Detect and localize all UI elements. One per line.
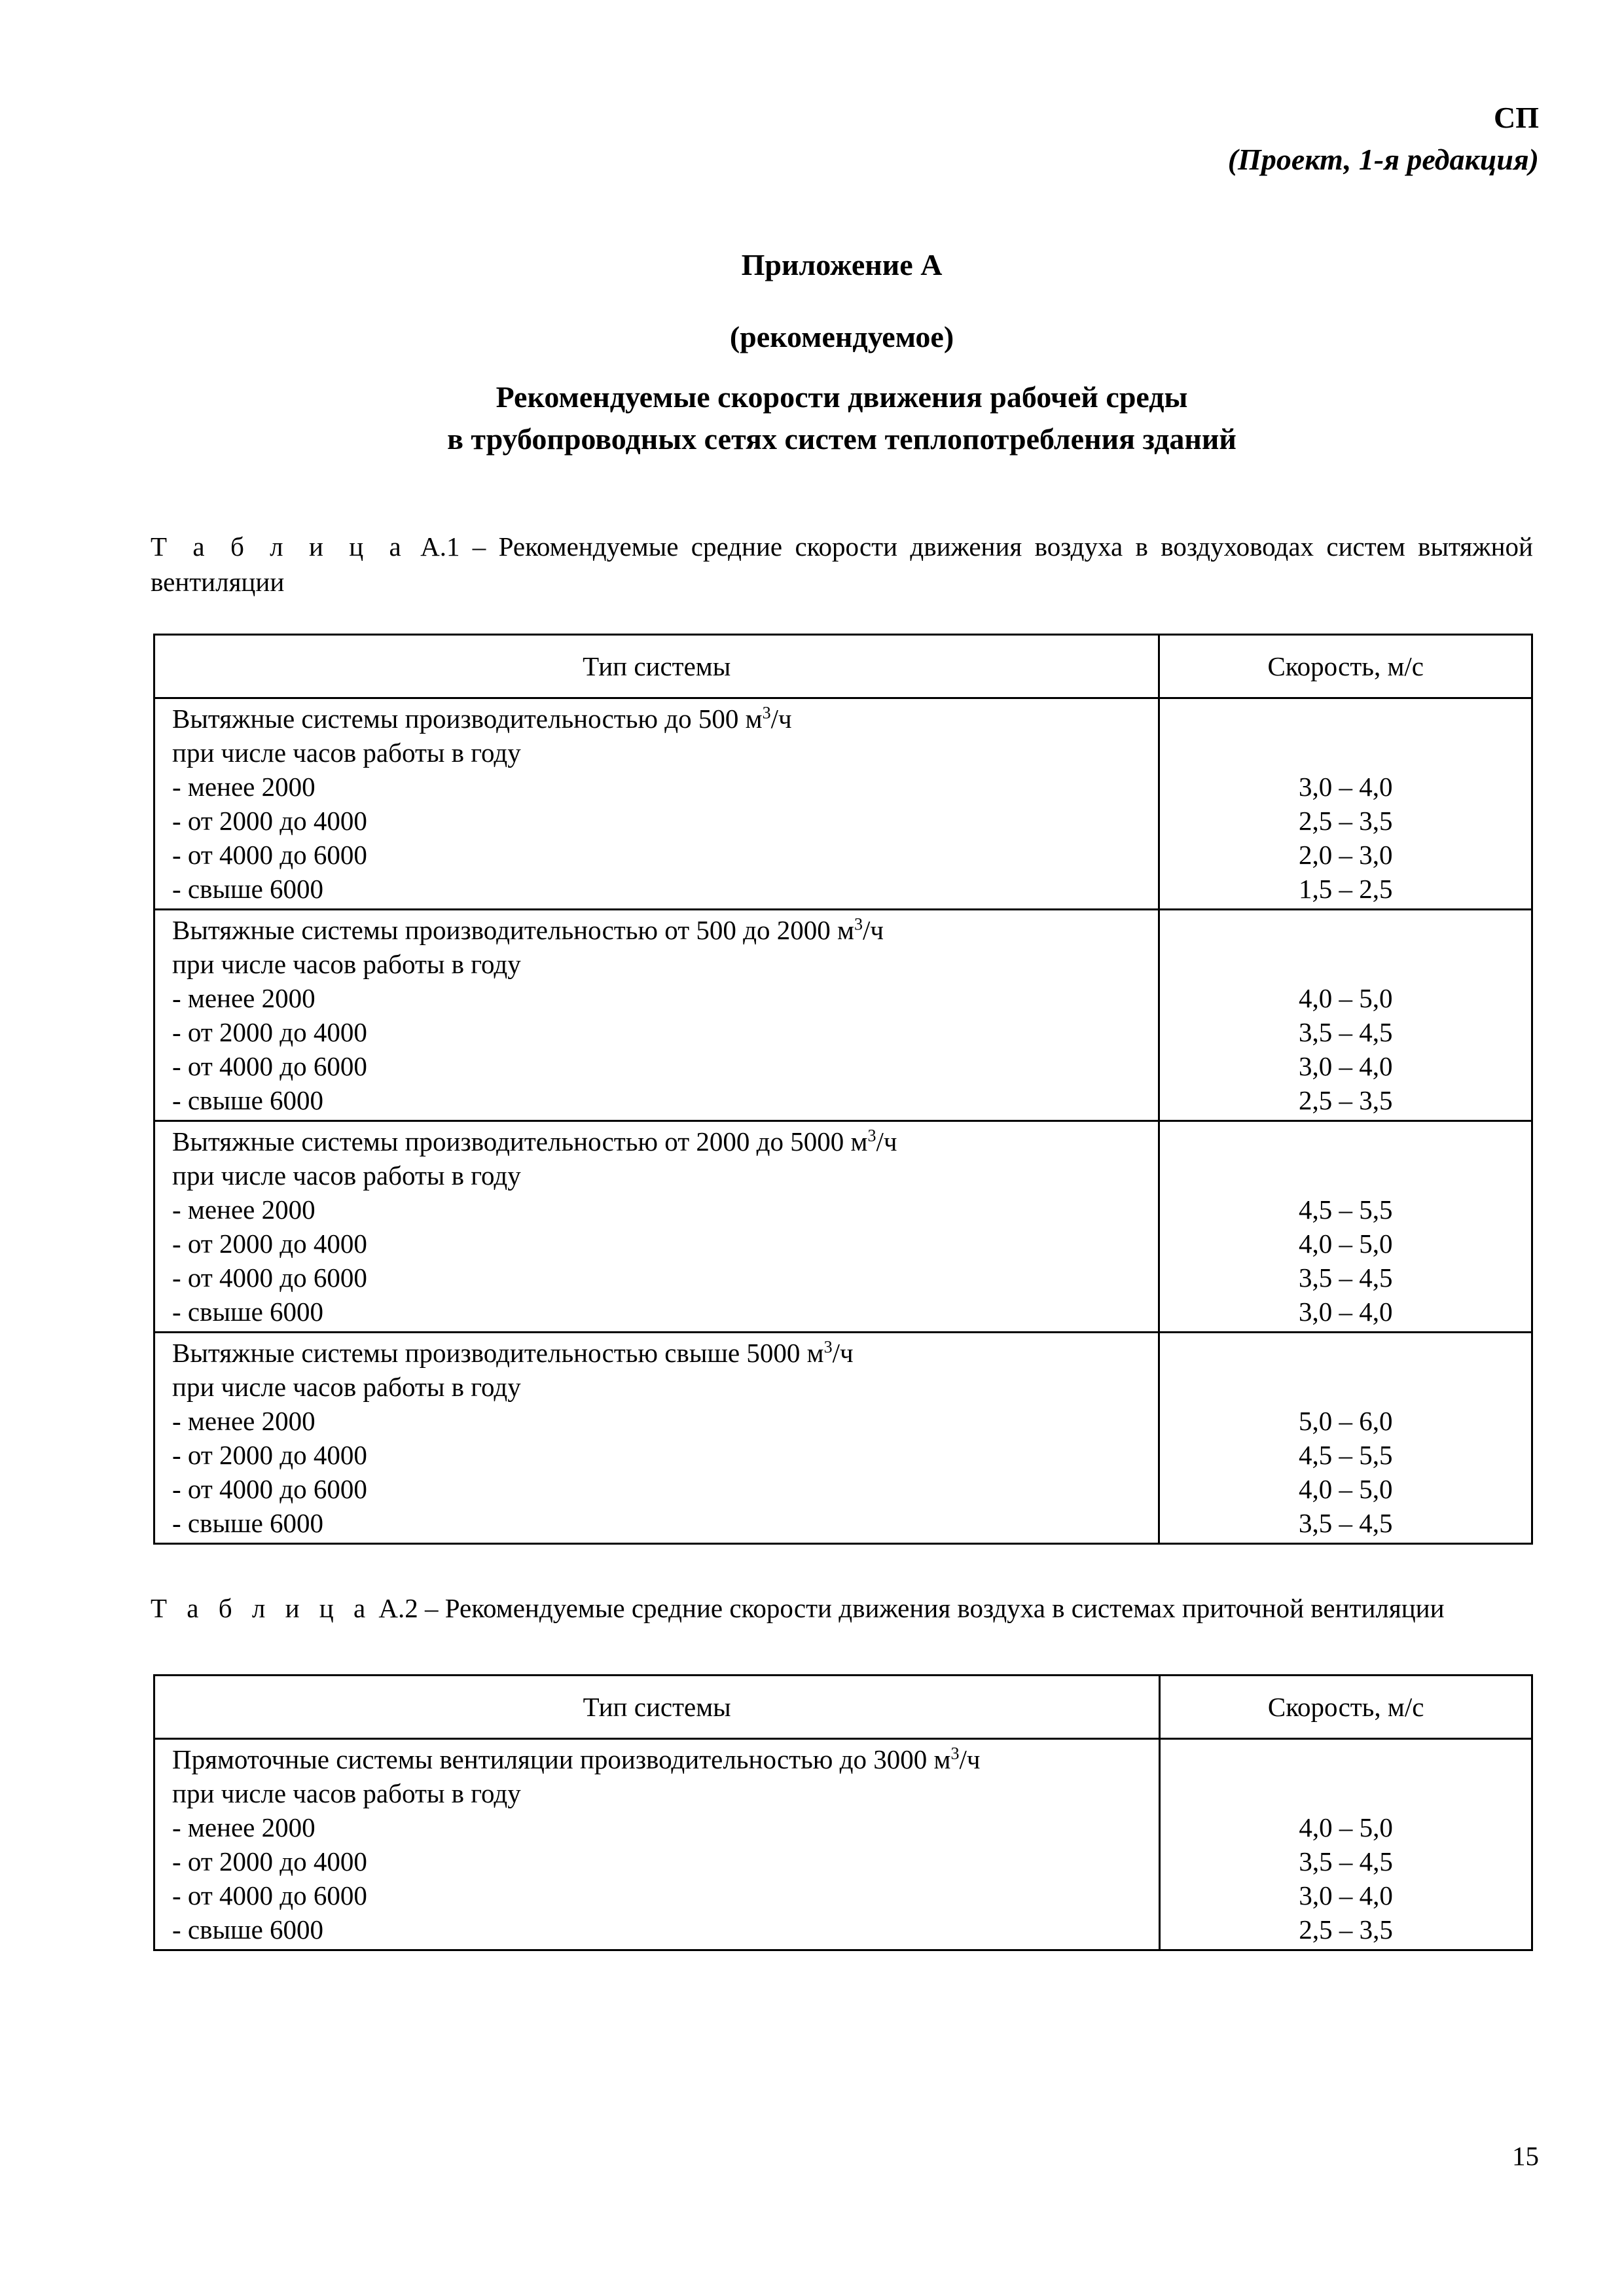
speed-value: 4,0 – 5,0	[1298, 1229, 1393, 1259]
table-1	[153, 634, 1533, 1545]
table-2-caption-prefix: Т а б л и ц а	[151, 1593, 372, 1623]
speed-value: 3,0 – 4,0	[1298, 772, 1393, 802]
page-number: 15	[1512, 2141, 1539, 2171]
hours-range-label: - от 4000 до 6000	[172, 840, 367, 870]
table-header-row	[154, 1676, 1532, 1739]
speed-value: 4,5 – 5,5	[1298, 1194, 1393, 1225]
speed-value: 4,0 – 5,0	[1298, 983, 1393, 1013]
annex-heading-line-2: в трубопроводных сетях систем теплопотребления зданий	[447, 422, 1236, 456]
system-type-cell	[154, 910, 1159, 1121]
system-type-cell	[154, 698, 1159, 910]
table-2	[153, 1674, 1533, 1951]
speed-value: 4,0 – 5,0	[1298, 1474, 1393, 1504]
hours-range-label: - свыше 6000	[172, 1508, 324, 1538]
speed-value: 3,0 – 4,0	[1298, 1051, 1393, 1081]
hours-range-label: - менее 2000	[172, 1812, 316, 1842]
speed-value: 3,5 – 4,5	[1298, 1508, 1393, 1538]
system-type-subheading: при числе часов работы в году	[172, 1160, 521, 1191]
document-edition: (Проект, 1-я редакция)	[1227, 143, 1539, 176]
hours-range-label: - менее 2000	[172, 1194, 316, 1225]
speed-value: 3,0 – 4,0	[1298, 1297, 1393, 1327]
table-1-caption	[151, 529, 1533, 600]
column-header-speed: Скорость, м/с	[1160, 1676, 1532, 1739]
system-type-cell	[154, 1739, 1160, 1950]
hours-range-label: - от 2000 до 4000	[172, 806, 367, 836]
speed-value: 1,5 – 2,5	[1298, 874, 1393, 904]
hours-range-label: - от 2000 до 4000	[172, 1440, 367, 1470]
system-type-subheading: при числе часов работы в году	[172, 1778, 521, 1808]
speed-value: 2,5 – 3,5	[1298, 806, 1393, 836]
hours-range-label: - менее 2000	[172, 772, 316, 802]
annex-heading-line-1: Рекомендуемые скорости движения рабочей среды	[496, 380, 1188, 414]
system-type-heading: Вытяжные системы производительностью до 500 $м^3/ч$	[172, 703, 792, 734]
speed-value: 3,5 – 4,5	[1298, 1263, 1393, 1293]
hours-range-label: - менее 2000	[172, 983, 316, 1013]
hours-range-label: - от 2000 до 4000	[172, 1017, 367, 1047]
system-type-cell	[154, 1333, 1159, 1544]
system-type-heading: Вытяжные системы производительностью свыше 5000 $м^3/ч$	[172, 1337, 854, 1368]
system-type-subheading: при числе часов работы в году	[172, 1372, 521, 1402]
table-row	[154, 1739, 1532, 1950]
system-type-heading: Прямоточные системы вентиляции производительностью до 3000 $м^3/ч$	[172, 1744, 981, 1774]
speed-cell	[1159, 1121, 1532, 1333]
speed-cell	[1159, 910, 1532, 1121]
table-row	[154, 1121, 1532, 1333]
hours-range-label: - от 2000 до 4000	[172, 1229, 367, 1259]
speed-value: 3,5 – 4,5	[1298, 1017, 1393, 1047]
hours-range-label: - от 4000 до 6000	[172, 1263, 367, 1293]
table-row	[154, 698, 1532, 910]
column-header-type: Тип системы	[154, 1676, 1160, 1739]
hours-range-label: - менее 2000	[172, 1406, 316, 1436]
table-1-caption-text: А.1 – Рекомендуемые средние скорости движения воздуха в воздуховодах систем вытяжной вентиляции	[151, 531, 1533, 597]
column-header-speed: Скорость, м/с	[1159, 635, 1532, 698]
speed-cell	[1160, 1739, 1532, 1950]
speed-cell	[1159, 1333, 1532, 1544]
hours-range-label: - от 4000 до 6000	[172, 1474, 367, 1504]
annex-status: (рекомендуемое)	[729, 320, 954, 353]
document-header	[1228, 97, 1539, 181]
speed-value: 3,5 – 4,5	[1299, 1846, 1393, 1876]
speed-value: 4,5 – 5,5	[1298, 1440, 1393, 1470]
speed-value: 2,0 – 3,0	[1298, 840, 1393, 870]
speed-value: 5,0 – 6,0	[1298, 1406, 1393, 1436]
hours-range-label: - свыше 6000	[172, 874, 324, 904]
annex-title: Приложение А	[741, 248, 943, 281]
hours-range-label: - от 2000 до 4000	[172, 1846, 367, 1876]
column-header-type: Тип системы	[154, 635, 1159, 698]
speed-value: 2,5 – 3,5	[1298, 1085, 1393, 1115]
hours-range-label: - свыше 6000	[172, 1085, 324, 1115]
system-type-subheading: при числе часов работы в году	[172, 738, 521, 768]
speed-value: 3,0 – 4,0	[1299, 1880, 1393, 1910]
table-2-caption	[151, 1590, 1533, 1626]
system-type-heading: Вытяжные системы производительностью от 500 до 2000 $м^3/ч$	[172, 914, 884, 945]
table-row	[154, 1333, 1532, 1544]
hours-range-label: - свыше 6000	[172, 1297, 324, 1327]
table-header-row	[154, 635, 1532, 698]
system-type-cell	[154, 1121, 1159, 1333]
speed-value: 2,5 – 3,5	[1299, 1914, 1393, 1945]
table-row	[154, 910, 1532, 1121]
system-type-heading: Вытяжные системы производительностью от 2000 до 5000 $м^3/ч$	[172, 1126, 897, 1157]
hours-range-label: - свыше 6000	[172, 1914, 324, 1945]
annex-heading	[151, 376, 1533, 460]
table-1-caption-prefix: Т а б л и ц а	[151, 531, 408, 562]
speed-cell	[1159, 698, 1532, 910]
system-type-subheading: при числе часов работы в году	[172, 949, 521, 979]
document-code: СП	[1494, 101, 1539, 134]
hours-range-label: - от 4000 до 6000	[172, 1051, 367, 1081]
table-2-caption-text: А.2 – Рекомендуемые средние скорости движения воздуха в системах приточной вентиляции	[372, 1593, 1445, 1623]
hours-range-label: - от 4000 до 6000	[172, 1880, 367, 1910]
speed-value: 4,0 – 5,0	[1299, 1812, 1393, 1842]
